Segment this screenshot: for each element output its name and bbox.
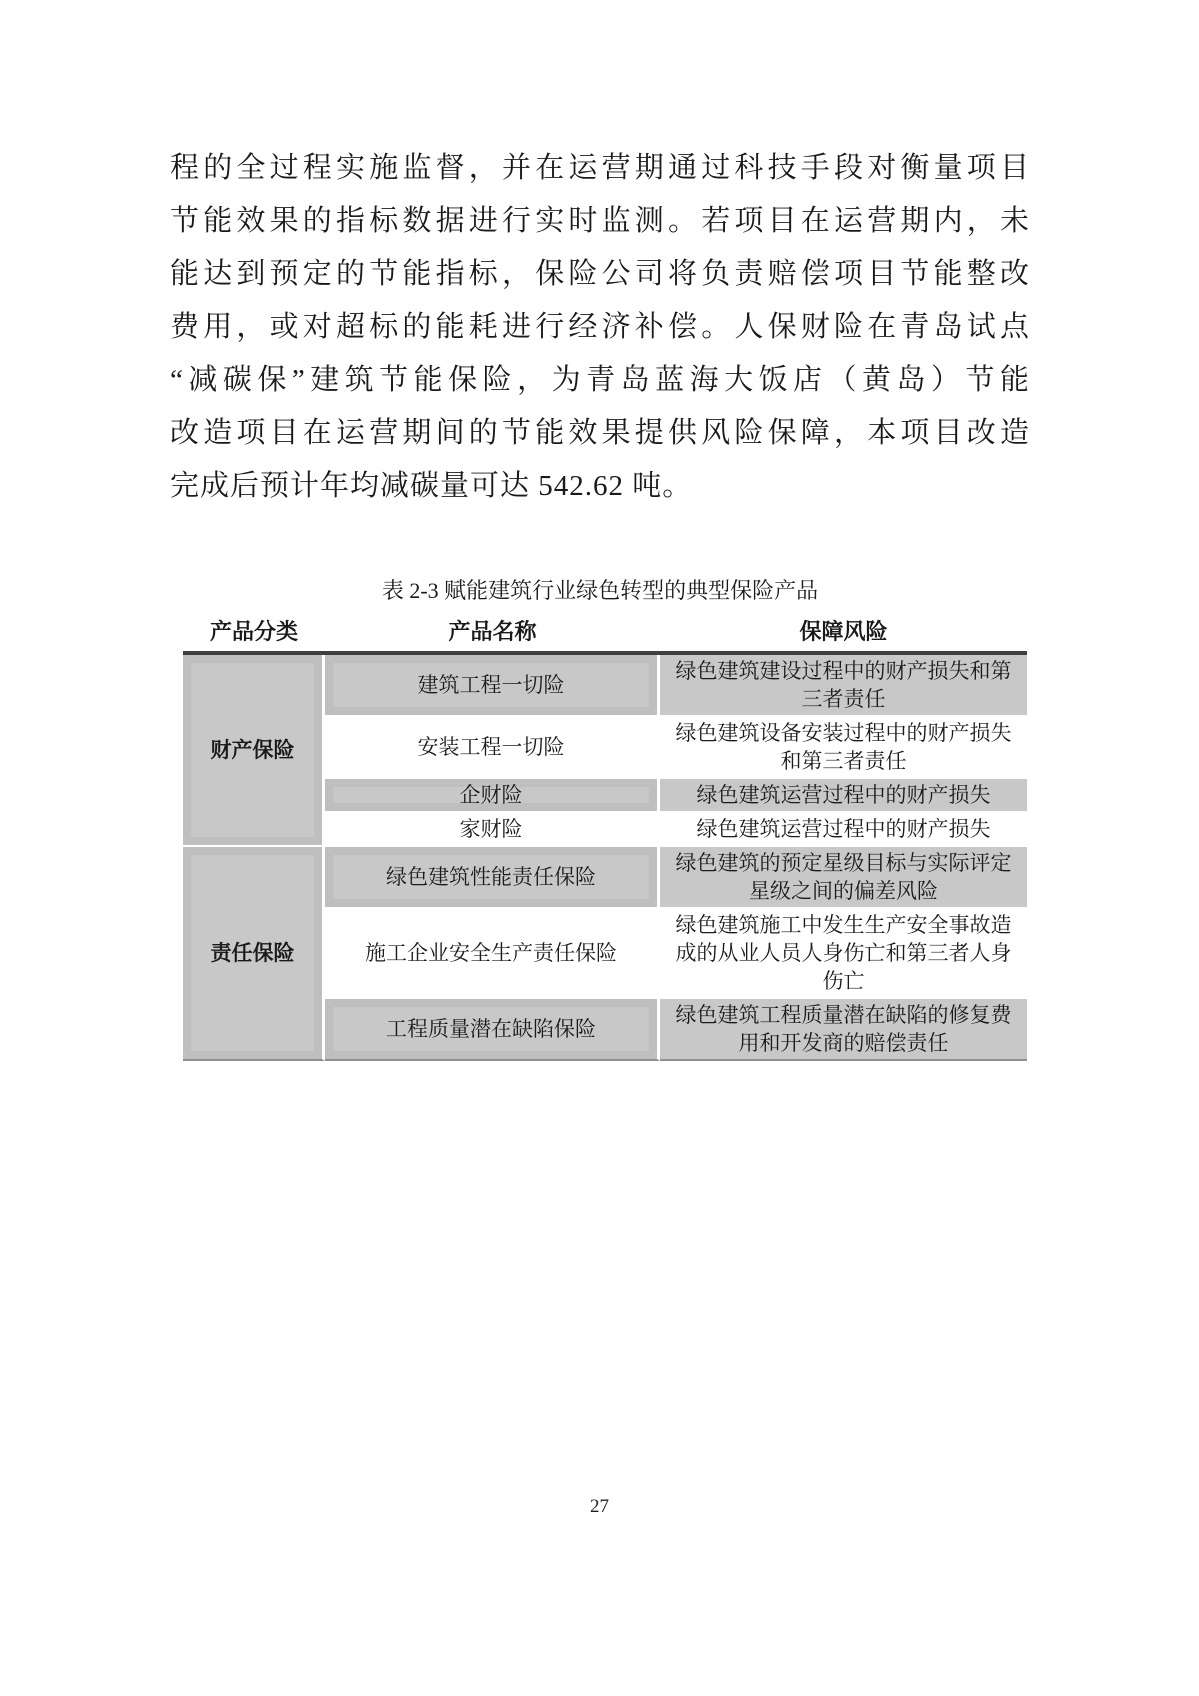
risk-cell: 绿色建筑工程质量潜在缺陷的修复费用和开发商的赔偿责任 bbox=[660, 997, 1027, 1061]
risk-cell: 绿色建筑建设过程中的财产损失和第三者责任 bbox=[660, 655, 1027, 715]
table-caption: 表 2-3 赋能建筑行业绿色转型的典型保险产品 bbox=[381, 578, 819, 603]
product-name-cell: 企财险 bbox=[325, 777, 660, 811]
risk-cell: 绿色建筑施工中发生生产安全事故造成的从业人员人身伤亡和第三者人身伤亡 bbox=[660, 907, 1027, 997]
table-row bbox=[183, 655, 1027, 715]
column-header-category: 产品分类 bbox=[183, 616, 325, 655]
category-cell: 财产保险 bbox=[183, 655, 325, 845]
product-name-cell: 家财险 bbox=[325, 811, 660, 845]
table-header-row bbox=[183, 616, 1027, 655]
product-name-cell: 工程质量潜在缺陷保险 bbox=[325, 997, 660, 1061]
risk-cell: 绿色建筑运营过程中的财产损失 bbox=[660, 811, 1027, 845]
product-name-cell: 绿色建筑性能责任保险 bbox=[325, 845, 660, 907]
table-row bbox=[183, 845, 1027, 907]
paragraph-line: 费用，或对超标的能耗进行经济补偿。人保财险在青岛试点 bbox=[170, 311, 1030, 343]
risk-cell: 绿色建筑运营过程中的财产损失 bbox=[660, 777, 1027, 811]
risk-cell: 绿色建筑的预定星级目标与实际评定星级之间的偏差风险 bbox=[660, 845, 1027, 907]
body-paragraph bbox=[170, 142, 1030, 513]
product-name-cell: 安装工程一切险 bbox=[325, 715, 660, 777]
category-cell: 责任保险 bbox=[183, 845, 325, 1061]
insurance-products-table bbox=[183, 616, 1027, 1061]
product-name-cell: 施工企业安全生产责任保险 bbox=[325, 907, 660, 997]
paragraph-line: 完成后预计年均减碳量可达 542.62 吨。 bbox=[170, 470, 693, 502]
paragraph-line: 程的全过程实施监督，并在运营期通过科技手段对衡量项目 bbox=[170, 152, 1030, 184]
risk-cell: 绿色建筑设备安装过程中的财产损失和第三者责任 bbox=[660, 715, 1027, 777]
column-header-covered-risk: 保障风险 bbox=[660, 616, 1027, 655]
product-name-cell: 建筑工程一切险 bbox=[325, 655, 660, 715]
page-content bbox=[170, 142, 1030, 1061]
paragraph-line: “减碳保”建筑节能保险，为青岛蓝海大饭店（黄岛）节能 bbox=[170, 364, 1030, 396]
paragraph-line: 改造项目在运营期间的节能效果提供风险保障，本项目改造 bbox=[170, 417, 1030, 449]
paragraph-line: 节能效果的指标数据进行实时监测。若项目在运营期内，未 bbox=[170, 205, 1030, 237]
paragraph-line: 能达到预定的节能指标，保险公司将负责赔偿项目节能整改 bbox=[170, 258, 1030, 290]
page-number: 27 bbox=[590, 1496, 609, 1517]
column-header-product-name: 产品名称 bbox=[325, 616, 660, 655]
